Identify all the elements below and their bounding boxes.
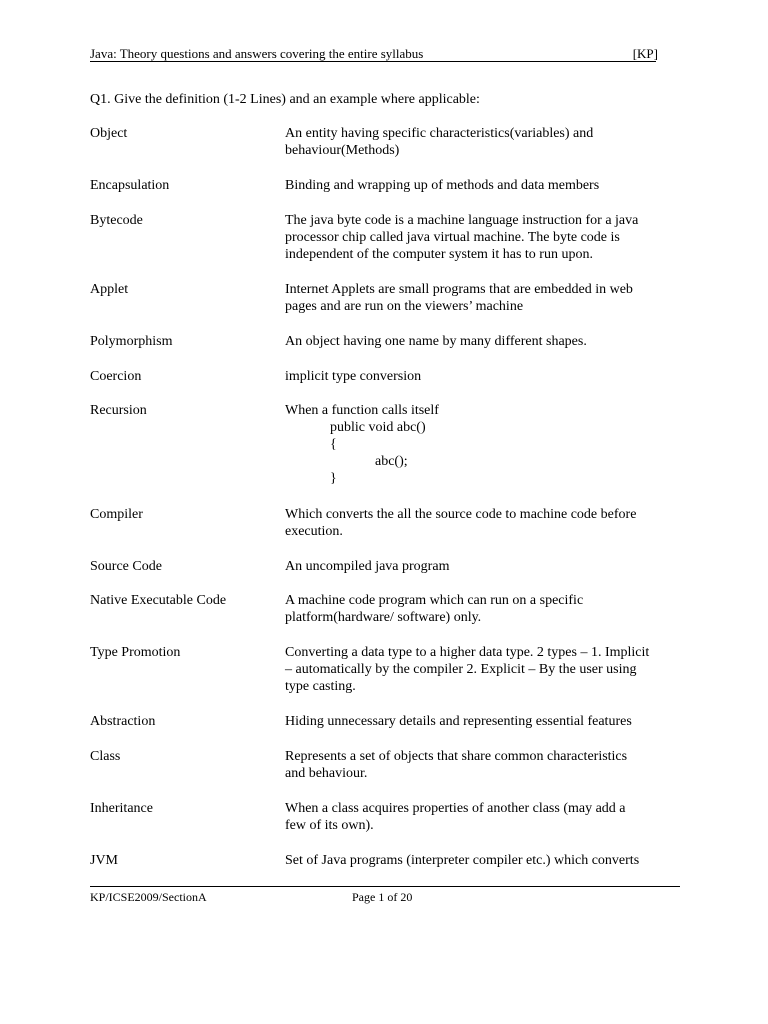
definition-applet: [285, 281, 685, 315]
definition-line: An uncompiled java program: [285, 559, 450, 574]
term-applet: Applet: [90, 282, 129, 297]
definition-jvm: [285, 852, 685, 869]
definition-line: An object having one name by many different shapes.: [285, 334, 587, 349]
header-tag: [KP]: [632, 46, 658, 61]
definition-line: Which converts the all the source code to machine code before: [285, 507, 637, 522]
term-class: Class: [90, 749, 121, 764]
definition-line: behaviour(Methods): [285, 143, 400, 158]
definition-recursion: [285, 402, 685, 487]
term-recursion: Recursion: [90, 403, 147, 418]
definition-type-promotion: [285, 644, 685, 695]
definition-line: Internet Applets are small programs that are embedded in web: [285, 282, 633, 297]
definition-line: platform(hardware/ software) only.: [285, 610, 482, 625]
definition-line: When a class acquires properties of another class (may add a: [285, 801, 626, 816]
definition-line: When a function calls itself: [285, 403, 439, 418]
definition-coercion: [285, 368, 685, 385]
definition-bytecode: [285, 212, 685, 263]
definition-line: processor chip called java virtual machine. The byte code is: [285, 230, 620, 245]
definition-line: and behaviour.: [285, 766, 368, 781]
code-line: {: [330, 437, 337, 452]
code-line: }: [330, 471, 337, 486]
term-encapsulation: Encapsulation: [90, 178, 170, 193]
definition-line: Converting a data type to a higher data type. 2 types – 1. Implicit: [285, 645, 650, 660]
term-abstraction: Abstraction: [90, 714, 156, 729]
term-coercion: Coercion: [90, 369, 142, 384]
header-underline: [90, 61, 656, 62]
definition-line: type casting.: [285, 679, 356, 694]
definition-class: [285, 748, 685, 782]
definition-line: A machine code program which can run on a specific: [285, 593, 584, 608]
definition-inheritance: [285, 800, 685, 834]
definition-line: independent of the computer system it has to run upon.: [285, 247, 593, 262]
term-type-promotion: Type Promotion: [90, 645, 181, 660]
code-line: abc();: [375, 454, 408, 469]
definition-line: Represents a set of objects that share common characteristics: [285, 749, 628, 764]
footer-document-id: KP/ICSE2009/SectionA: [90, 890, 207, 904]
term-jvm: JVM: [90, 853, 119, 868]
term-native-executable-code: Native Executable Code: [90, 593, 227, 608]
definition-line: Binding and wrapping up of methods and data members: [285, 178, 600, 193]
definition-source-code: [285, 558, 685, 575]
definition-line: implicit type conversion: [285, 369, 422, 384]
definition-line: The java byte code is a machine language instruction for a java: [285, 213, 639, 228]
question-heading: Q1. Give the definition (1-2 Lines) and an example where applicable:: [90, 92, 480, 107]
definition-line: Set of Java programs (interpreter compiler etc.) which converts: [285, 853, 640, 868]
term-object: Object: [90, 126, 128, 141]
code-line: public void abc(): [330, 420, 426, 435]
term-bytecode: Bytecode: [90, 213, 143, 228]
definition-line: Hiding unnecessary details and representing essential features: [285, 714, 632, 729]
header-title: Java: Theory questions and answers covering the entire syllabus: [90, 46, 424, 61]
page-header: [90, 46, 658, 62]
definition-native-executable-code: [285, 592, 685, 626]
definition-abstraction: [285, 713, 685, 730]
definition-line: – automatically by the compiler 2. Explicit – By the user using: [285, 662, 637, 677]
definition-line: pages and are run on the viewers’ machine: [285, 299, 524, 314]
definition-polymorphism: [285, 333, 685, 350]
definition-line: An entity having specific characteristics(variables) and: [285, 126, 594, 141]
term-polymorphism: Polymorphism: [90, 334, 173, 349]
definition-encapsulation: [285, 177, 685, 194]
footer-rule: [90, 886, 680, 887]
footer-page-number: Page 1 of 20: [352, 890, 413, 904]
definition-line: few of its own).: [285, 818, 374, 833]
definition-object: [285, 125, 685, 159]
definition-compiler: [285, 506, 685, 540]
term-source-code: Source Code: [90, 559, 162, 574]
term-compiler: Compiler: [90, 507, 143, 522]
term-inheritance: Inheritance: [90, 801, 153, 816]
definition-line: execution.: [285, 524, 343, 539]
